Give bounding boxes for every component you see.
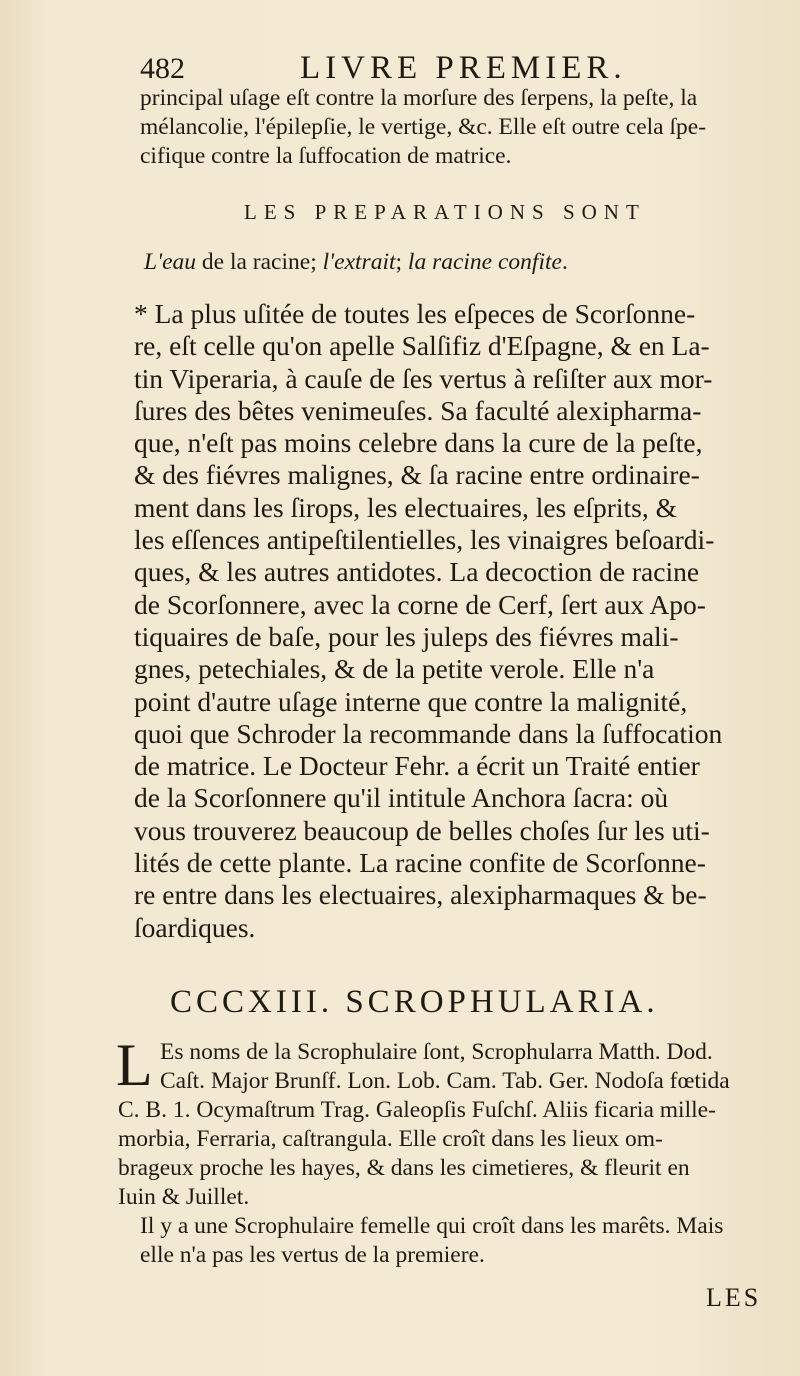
catchword: LES	[706, 1283, 762, 1312]
text-line: quoi que Schroder la recommande dans la ſuffocation	[134, 717, 723, 749]
prep-text: .	[561, 249, 568, 275]
female-paragraph	[140, 1212, 723, 1270]
page-number: 482	[140, 52, 185, 85]
main-paragraph	[134, 298, 722, 944]
text-line: les eſſences antipeſtilentielles, les vinaigres beſoardi-	[134, 524, 715, 556]
text-line: point d'autre uſage interne que contre la malignité,	[134, 685, 688, 717]
text-line: & des fiévres malignes, & ſa racine entre ordinaire-	[134, 459, 700, 491]
text-line: mélancolie, l'épilepſie, le vertige, &c. Elle eſt outre cela ſpe-	[140, 114, 707, 140]
text-line: Es noms de la Scrophulaire ſont, Scrophularra Matth. Dod.	[160, 1039, 713, 1065]
text-line: que, n'eſt pas moins celebre dans la cure de la peſte,	[134, 427, 703, 459]
text-line: gnes, petechiales, & de la petite verole. Elle n'a	[134, 653, 655, 685]
text-line: Caſt. Major Brunſf. Lon. Lob. Cam. Tab. Ger. Nodoſa fœtida	[160, 1068, 730, 1094]
text-line: ment dans les ſirops, les electuaires, les eſprits, &	[134, 491, 677, 523]
text-line: morbia, Ferraria, caſtrangula. Elle croît dans les lieux om-	[118, 1126, 663, 1152]
prep-text: de la racine;	[196, 249, 323, 275]
text-line: ques, & les autres antidotes. La decoction de racine	[134, 556, 700, 588]
text-line: ſures des bêtes venimeuſes. Sa faculté alexipharma-	[134, 394, 702, 426]
intro-paragraph	[140, 84, 706, 171]
preparations-list	[144, 248, 568, 277]
text-line: brageux proche les hayes, & dans les cimetieres, & fleurit en	[118, 1155, 690, 1181]
text-line: C. B. 1. Ocymaſtrum Trag. Galeopſis Fuſchſ. Aliis ficaria mille-	[118, 1097, 716, 1123]
prep-item: L'eau	[144, 249, 197, 275]
text-line: de matrice. Le Docteur Fehr. a écrit un Traité entier	[134, 750, 700, 782]
text-line: elle n'a pas les vertus de la premiere.	[140, 1242, 485, 1268]
drop-cap: L	[116, 1032, 153, 1098]
text-line: re, eſt celle qu'on apelle Salſifiz d'Eſpagne, & en La-	[134, 330, 710, 362]
text-line: principal uſage eſt contre la morſure des ſerpens, la peſte, la	[140, 85, 698, 111]
text-line: ſoardiques.	[134, 911, 256, 943]
text-line: tiquaires de baſe, pour les juleps des fiévres mali-	[134, 620, 679, 652]
text-line: * La plus uſitée de toutes les eſpeces de Scorſonne-	[134, 298, 696, 329]
text-line: Iuin & Juillet.	[118, 1184, 250, 1210]
text-line: Il y a une Scrophulaire femelle qui croît dans les marêts. Mais	[140, 1213, 724, 1239]
text-line: de la Scorſonnere qu'il intitule Anchora ſacra: où	[134, 782, 669, 814]
text-line: cifique contre la ſuffocation de matrice.	[140, 143, 512, 169]
prep-item: la racine confite	[407, 249, 562, 275]
text-line: lités de cette plante. La racine confite de Scorſonne-	[134, 847, 706, 879]
names-paragraph	[116, 1032, 730, 1212]
prep-item: l'extrait	[322, 249, 396, 275]
text-line: tin Viperaria, à cauſe de ſes vertus à reſiſter aux mor-	[134, 362, 713, 394]
prep-text: ;	[395, 249, 408, 275]
text-line: de Scorſonnere, avec la corne de Cerf, ſert aux Apo-	[134, 588, 706, 620]
text-line: vous trouverez beaucoup de belles choſes ſur les uti-	[134, 814, 710, 846]
text-line: re entre dans les electuaires, alexipharmaques & be-	[134, 879, 707, 911]
preparations-heading: LES PREPARATIONS SONT	[244, 200, 646, 224]
chapter-title: CCCXIII. SCROPHULARIA.	[170, 984, 659, 1020]
running-title: LIVRE PREMIER.	[300, 50, 627, 86]
